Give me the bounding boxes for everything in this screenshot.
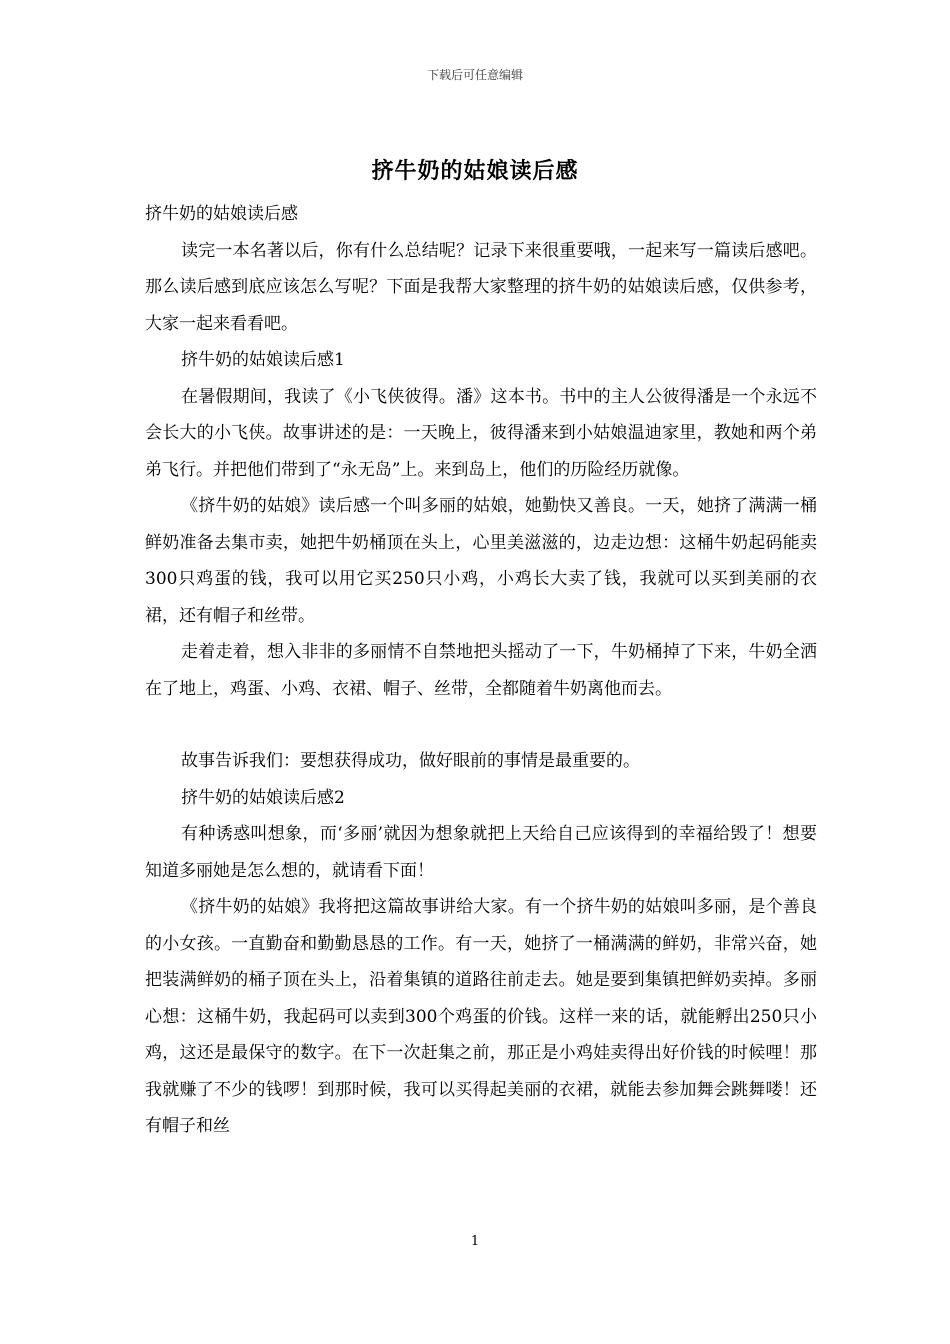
paragraph: 故事告诉我们：要想获得成功，做好眼前的事情是最重要的。 (181, 751, 640, 771)
header-note: 下载后可任意编辑 (426, 68, 523, 82)
section-heading-1: 挤牛奶的姑娘读后感1 (181, 350, 345, 370)
document-title: 挤牛奶的姑娘读后感 (371, 158, 579, 184)
paragraph: 《挤牛奶的姑娘》我将把这篇故事讲给大家。有一个挤牛奶的姑娘叫多丽，是个善良的小女孩。一直勤奋和勤勤恳恳的工作。有一天，她挤了一桶满满的鲜奶，非常兴奋，她把装满鲜奶的桶子顶在头上，沿着集镇的道路往前走去。她是要到集镇把鲜奶卖掉。多丽心想：这桶牛奶，我起码可以卖到300个鸡蛋的价钱。这样一来的话，就能孵出250只小鸡，这还是最保守的数字。在下一次赶集之前，那正是小鸡娃卖得出好价钱的时候哩！那我就赚了不少的钱啰！到那时候，我可以买得起美丽的衣裙，就能去参加舞会跳舞喽！还有帽子和丝 (145, 897, 817, 1136)
paragraph: 《挤牛奶的姑娘》读后感一个叫多丽的姑娘，她勤快又善良。一天，她挤了满满一桶鲜奶准备去集市卖，她把牛奶桶顶在头上，心里美滋滋的，边走边想：这桶牛奶起码能卖300只鸡蛋的钱，我可以用它买250只小鸡，小鸡长大卖了钱，我就可以买到美丽的衣裙，还有帽子和丝带。 (145, 496, 817, 626)
paragraph: 有种诱惑叫想象，而‘多丽’就因为想象就把上天给自己应该得到的幸福给毁了！想要知道多丽她是怎么想的，就请看下面！ (145, 824, 817, 881)
section-heading-2: 挤牛奶的姑娘读后感2 (181, 787, 345, 808)
document-body (145, 196, 817, 1145)
subtitle-line: 挤牛奶的姑娘读后感 (145, 204, 298, 224)
paragraph: 走着走着，想入非非的多丽情不自禁地把头摇动了一下，牛奶桶掉了下来，牛奶全洒在了地上，鸡蛋、小鸡、衣裙、帽子、丝带，全都随着牛奶离他而去。 (145, 642, 817, 699)
intro-paragraph: 读完一本名著以后，你有什么总结呢？记录下来很重要哦，一起来写一篇读后感吧。那么读后感到底应该怎么写呢？下面是我帮大家整理的挤牛奶的姑娘读后感，仅供参考，大家一起来看看吧。 (145, 240, 817, 334)
paragraph: 在暑假期间，我读了《小飞侠彼得。潘》这本书。书中的主人公彼得潘是一个永远不会长大的小飞侠。故事讲述的是：一天晚上，彼得潘来到小姑娘温迪家里，教她和两个弟弟飞行。并把他们带到了“永无岛”上。来到岛上，他们的历险经历就像。 (145, 386, 817, 480)
page-number: 1 (470, 1234, 480, 1249)
